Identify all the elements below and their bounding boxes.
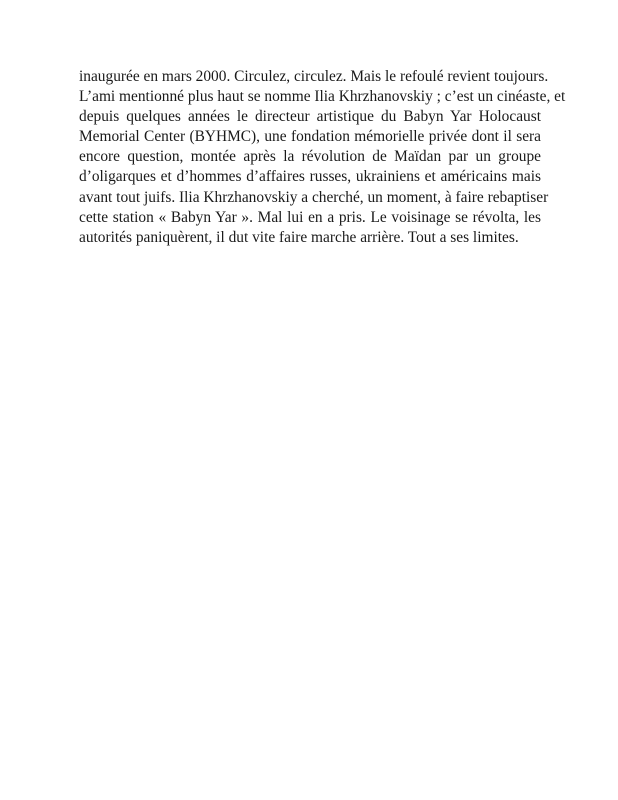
paragraph-line-2: L’ami mentionné plus haut se nomme Ilia Khrzhanovskiy ; c’est un cinéaste, et [79, 88, 566, 106]
paragraph-line-1: inaugurée en mars 2000. Circulez, circulez. Mais le refoulé revient toujours. [79, 68, 549, 85]
paragraph-line-9: autorités paniquèrent, il dut vite faire marche arrière. Tout a ses limites. [79, 228, 519, 246]
paragraph-line-7: avant tout juifs. Ilia Khrzhanovskiy a cherché, un moment, à faire rebaptiser [79, 188, 549, 206]
body-paragraph [79, 67, 566, 248]
paragraph-line-6: d’oligarques et d’hommes d’affaires russes, ukrainiens et américains mais [79, 168, 541, 186]
paragraph-line-3: depuis quelques années le directeur artistique du Babyn Yar Holocaust [79, 108, 541, 126]
paragraph-line-4: Memorial Center (BYHMC), une fondation mémorielle privée dont il sera [79, 128, 541, 146]
paragraph-line-5: encore question, montée après la révolution de Maïdan par un groupe [79, 148, 541, 166]
paragraph-line-8: cette station « Babyn Yar ». Mal lui en a pris. Le voisinage se révolta, les [79, 208, 541, 226]
